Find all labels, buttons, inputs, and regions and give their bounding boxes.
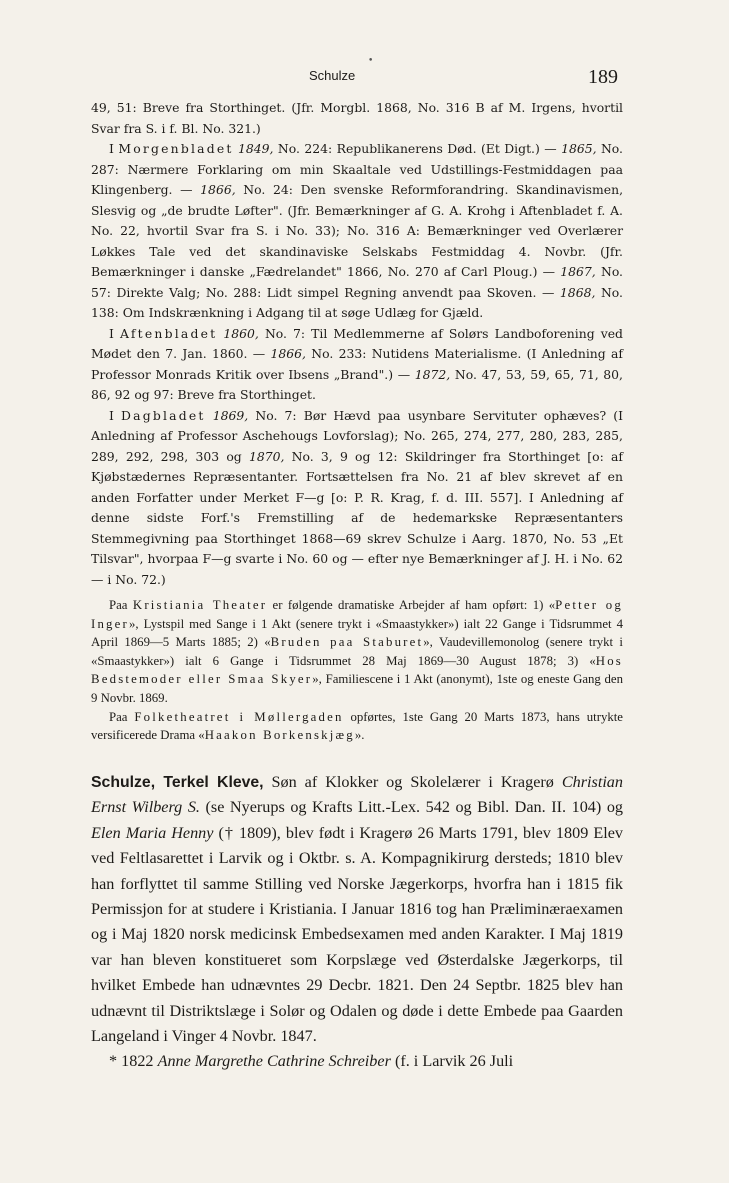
- wife-name: Anne Margrethe Cathrine Schreiber: [157, 1052, 391, 1071]
- bibliography-paragraph-1: 49, 51: Breve fra Storthinget. (Jfr. Morgbl. 1868, No. 316 B af M. Irgens, hvortil Svar fra S. i f. Bl. No. 321.): [91, 100, 623, 136]
- running-head: [0, 66, 729, 90]
- bibliography-dagbladet: I Dagbladet 1869, No. 7: Bør Hævd paa usynbare Servituter ophæves? (I Anledning af Professor Aschehougs Lovforslag); No. 265, 274, 277, 280, 283, 285, 289, 292, 298, 303 og 1870, No. 3, 9 og 12: Skildringer fra Storthinget [o: af Kjøbstædernes Repræsentanter. Fortsættelsen fra No. 21 af blev skrevet af en anden Forfatter under Merket F—g [o: P. R. Krag, f. d. III. 557]. I Anledning af denne sidste Forf.'s Fremstilling af de hedemarkske Repræsentanters Stemmegivning paa Storthinget 1868—69 skrev Schulze i Aarg. 1870, No. 53 „Et Tilsvar", hvorpaa F—g svarte i No. 60 og — efter nye Bemærkninger af J. H. i No. 62 — i No. 72.): [91, 407, 623, 587]
- newspaper-title-morgenbladet: Morgenbladet: [118, 141, 234, 156]
- page-number: 189: [588, 66, 618, 88]
- marriage-line: * 1822 Anne Margrethe Cathrine Schreiber (f. i Larvik 26 Juli: [109, 1052, 514, 1071]
- theater-note-kristiania: Paa Kristiania Theater er følgende dramatiske Arbejder af ham opført: 1) «Petter og Inger», Lystspil med Sange i 1 Akt (senere trykt i «Smaastykker») ialt 22 Gange i Tidsrummet 4 April 1869—5 Marts 1885; 2) «Bruden paa Staburet», Vaudevillemonolog (senere trykt i «Smaastykker») ialt 6 Gange i Tidsrummet 28 Maj 1869—30 August 1878; 3) «Hos Bedstemoder eller Smaa Skyer», Familiescene i 1 Akt (anonymt), 1ste og eneste Gang den 9 Novbr. 1869.: [91, 598, 623, 705]
- running-head-title: Schulze: [309, 68, 356, 83]
- bibliography-aftenbladet: I Aftenbladet 1860, No. 7: Til Medlemmerne af Solørs Landboforening ved Mødet den 7. Jan. 1860. — 1866, No. 233: Nutidens Materialisme. (I Anledning af Professor Monrads Kritik over Ibsens „Brand".) — 1872, No. 47, 53, 59, 65, 71, 80, 86, 92 og 97: Breve fra Storthinget.: [91, 325, 623, 402]
- biography-entry: [91, 770, 623, 1075]
- entry-heading: Schulze, Terkel Kleve,: [91, 774, 264, 791]
- bibliography-section: [91, 98, 623, 590]
- newspaper-title-dagbladet: Dagbladet: [121, 407, 206, 423]
- bibliography-morgenbladet: I Morgenbladet 1849, No. 224: Republikanerens Død. (Et Digt.) — 1865, No. 287: Nærmere Forklaring om min Skaaltale ved Udstillings-Festmiddagen paa Klingenberg. — 1866, No. 24: Den svenske Reformforandring. Skandinavismen, Slesvig og „de brudte Løfter". (Jfr. Bemærkninger af G. A. Krohg i Aftenbladet f. A. No. 22, hvortil Svar fra S. i No. 33); No. 316 A: Bemærkninger ved Overlærer Løkkes Tale ved det skandinaviske Selskabs Festmiddag 4. Novbr. (Jfr. Bemærkninger i danske „Fædrelandet" 1866, No. 270 af Carl Ploug.) — 1867, No. 57: Direkte Valg; No. 288: Lidt simpel Regning anvendt paa Skoven. — 1868, No. 138: Om Indskrænkning i Adgang til at søge Udlæg for Gjæld.: [91, 141, 624, 320]
- printer-mark: •: [368, 56, 374, 66]
- newspaper-title-aftenbladet: Aftenbladet: [119, 325, 218, 341]
- theater-notes-section: [91, 596, 623, 745]
- father-name: Christian Ernst Wilberg S.: [91, 773, 623, 817]
- mother-name: Elen Maria Henny: [91, 823, 214, 842]
- biography-paragraph: Schulze, Terkel Kleve, Søn af Klokker og Skolelærer i Kragerø Christian Ernst Wilberg S. (se Nyerups og Krafts Litt.-Lex. 542 og Bibl. Dan. II. 104) og Elen Maria Henny († 1809), blev født i Kragerø 26 Marts 1791, blev 1809 Elev ved Feltlasarettet i Larvik og i Oktbr. s. A. Kompagnikirurg dersteds; 1810 blev han forflyttet til samme Stilling ved Norske Jægerkorps, hvorfra han i 1815 fik Permissjon for at studere i Kristiania. I Januar 1816 tog han Præliminæraexamen og i Maj 1820 norsk medicinsk Embedsexamen med anden Karakter. I Maj 1819 var han bleven konstitueret som Korpslæge ved Østerdalske Jægerkorps, til hvilket Embede han udnævntes 29 Decbr. 1821. Den 24 Septbr. 1825 blev han udnævnt til Distriktslæge i Solør og Odalen og døde i dette Embede paa Gaarden Langeland i Vinger 4 Novbr. 1847.: [91, 773, 624, 1046]
- theater-note-folketheatret: Paa Folketheatret i Møllergaden opførtes, 1ste Gang 20 Marts 1873, hans utrykte versificerede Drama «Haakon Borkenskjæg».: [91, 709, 623, 743]
